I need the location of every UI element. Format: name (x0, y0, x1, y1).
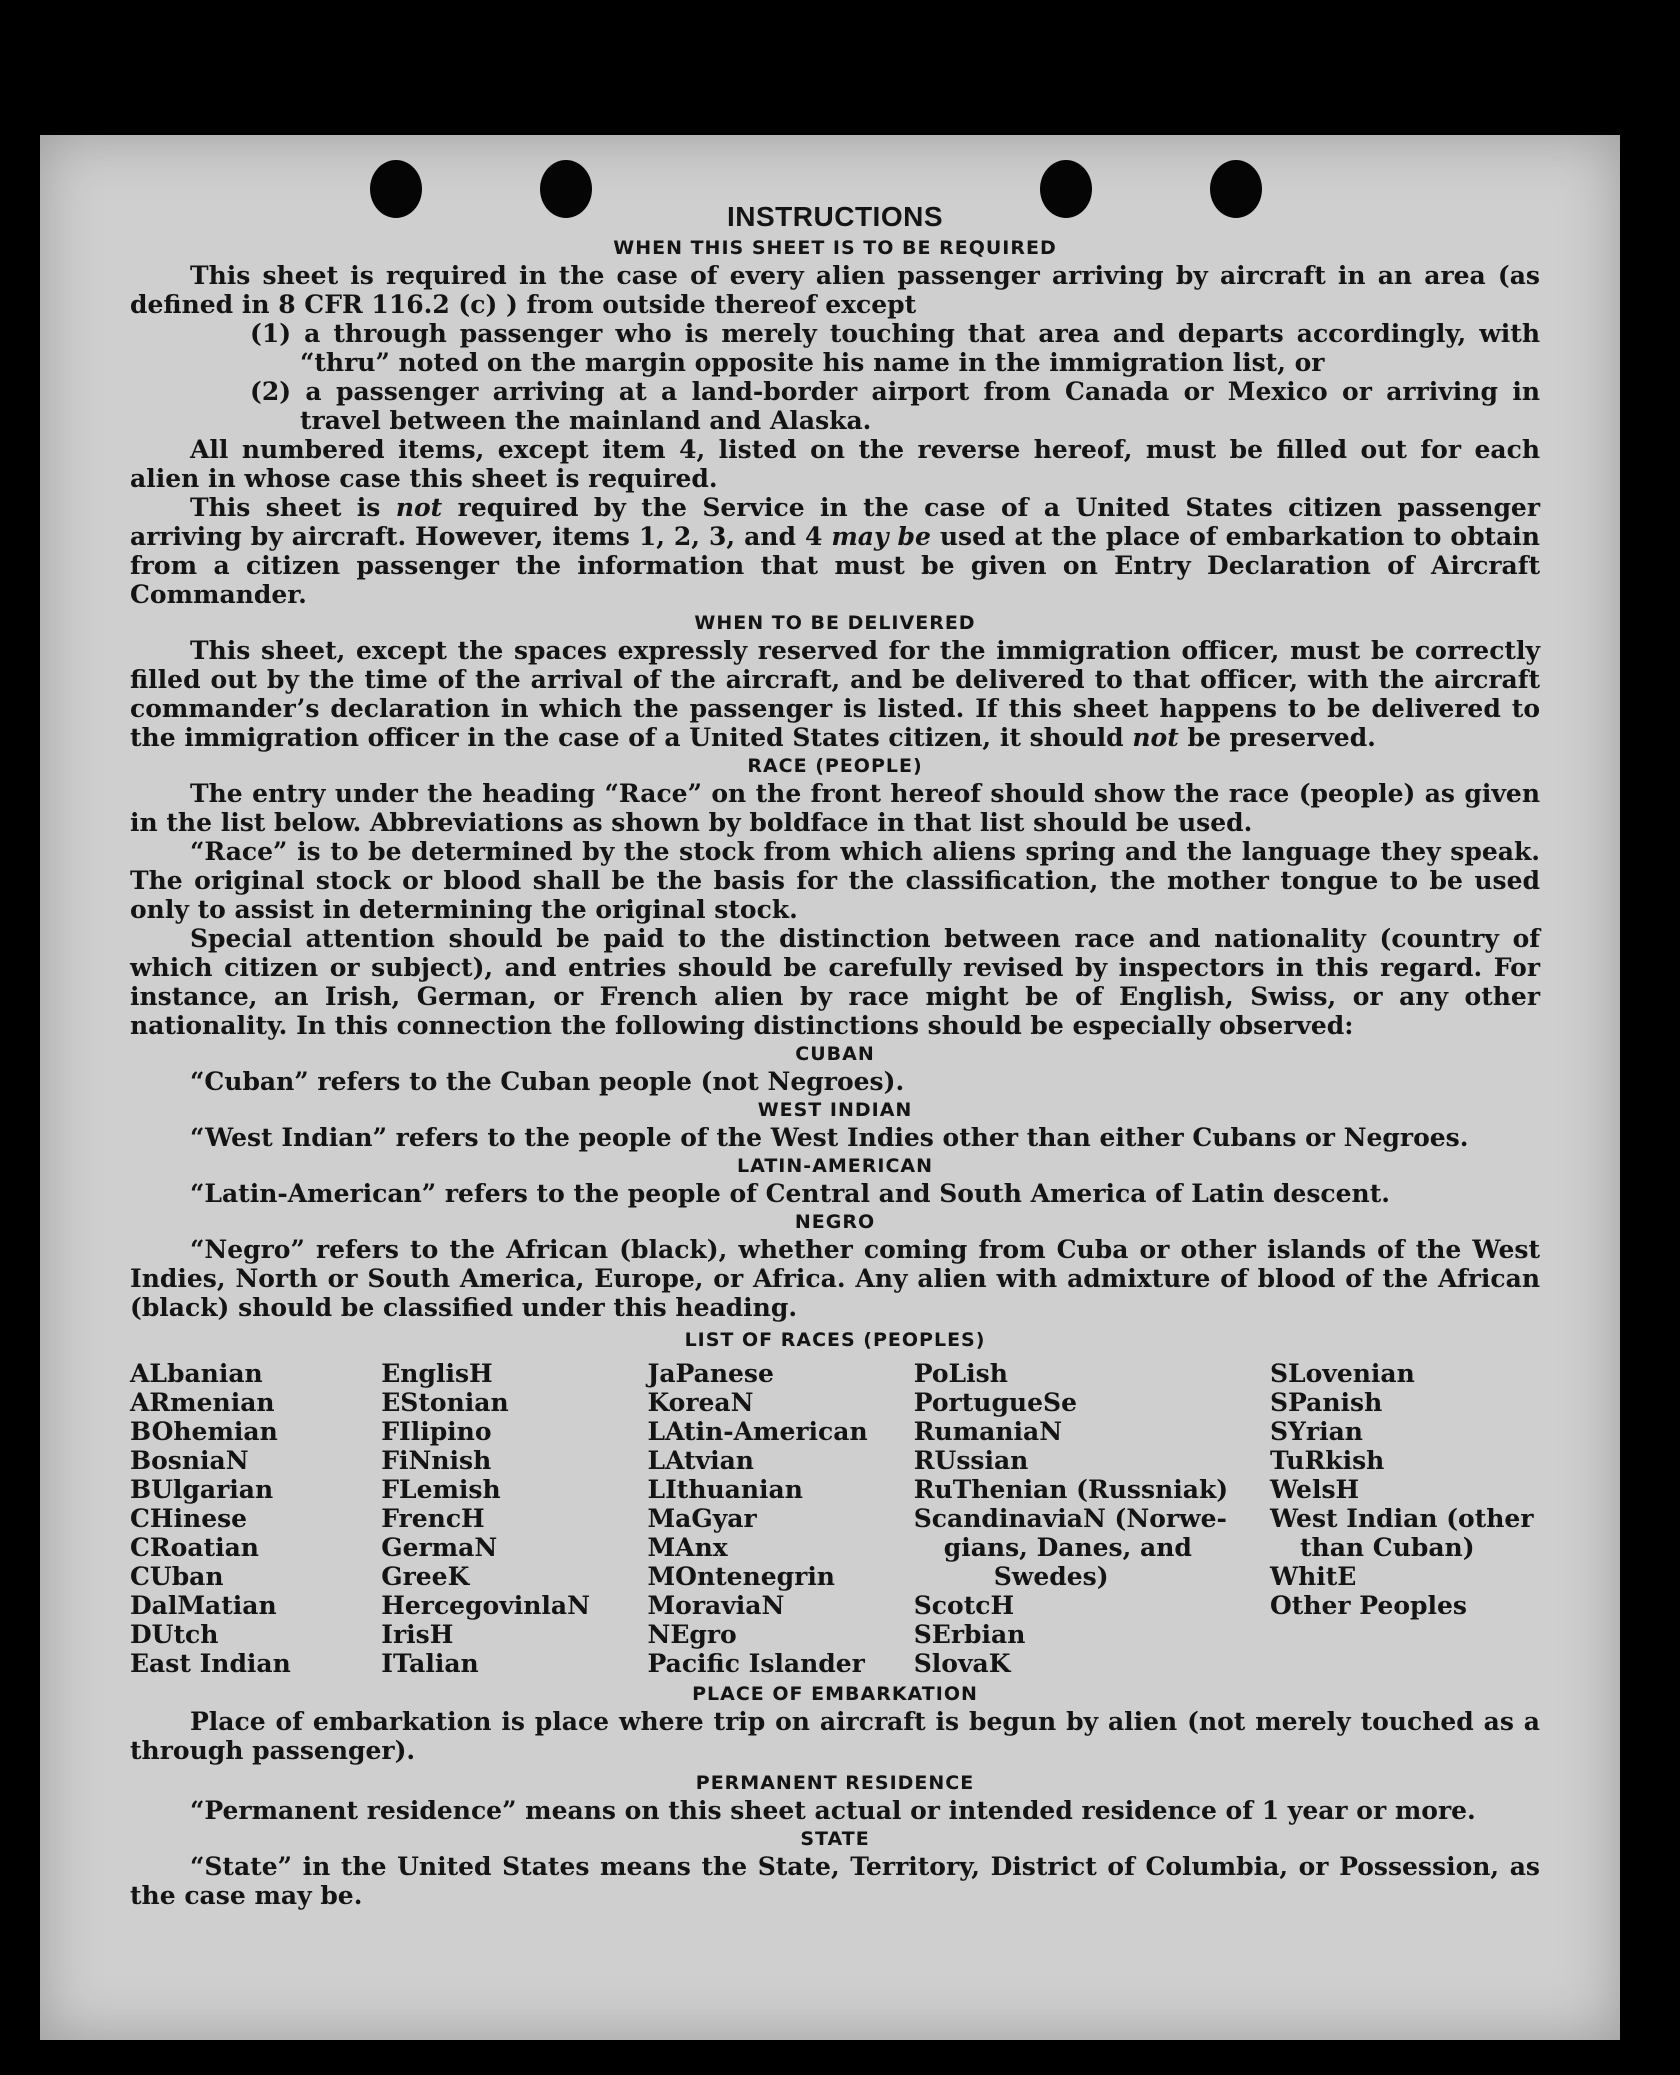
race-item: BUlgarian (130, 1475, 274, 1504)
race-item: CUban (130, 1562, 224, 1591)
race-item: BosniaN (130, 1446, 249, 1475)
heading-when-required: WHEN THIS SHEET IS TO BE REQUIRED (613, 237, 1057, 259)
heading-residence: PERMANENT RESIDENCE (695, 1772, 975, 1794)
paragraph: “Negro” refers to the African (black), whether coming from Cuba or other islands of the West Indies, North or South America, Europe, or Africa. Any alien with admixture of blood of the African (black) should be classified under this heading. (130, 1235, 1540, 1322)
race-item: PoLish (913, 1359, 1008, 1388)
race-item: CRoatian (130, 1533, 259, 1562)
paragraph: All numbered items, except item 4, listed on the reverse hereof, must be filled out for each alien in whose case this sheet is required. (130, 435, 1540, 493)
races-column (914, 1359, 1269, 1678)
race-item: KoreaN (647, 1388, 754, 1417)
race-item: FiNnish (381, 1446, 492, 1475)
page-title: INSTRUCTIONS (727, 201, 943, 232)
list-item: (1) a through passenger who is merely touching that area and departs accordingly, with “thru” noted on the margin opposite his name in the immigration list, or (250, 319, 1540, 377)
document-sheet (40, 135, 1620, 2040)
race-item: EStonian (381, 1388, 509, 1417)
race-item: DUtch (130, 1620, 219, 1649)
paragraph: “Cuban” refers to the Cuban people (not Negroes). (190, 1067, 905, 1096)
paragraph: This sheet, except the spaces expressly reserved for the immigration officer, must be correctly filled out by the time of the arrival of the aircraft, and be delivered to that officer, with the aircraft commander’s declaration in which the passenger is listed. If this sheet happens to be delivered to the immigration officer in the case of a United States citizen, it should not be preserved. (130, 636, 1540, 752)
paragraph: This sheet is required in the case of every alien passenger arriving by aircraft in an area (as defined in 8 CFR 116.2 (c) ) from outside thereof except (130, 261, 1540, 319)
race-item: HercegovinlaN (381, 1591, 590, 1620)
race-item: FrencH (381, 1504, 485, 1533)
races-column (381, 1359, 646, 1678)
race-item: gians, Danes, and (943, 1533, 1192, 1562)
race-item: SErbian (913, 1620, 1026, 1649)
race-item: NEgro (647, 1620, 737, 1649)
race-item: IrisH (381, 1620, 454, 1649)
heading-embarkation: PLACE OF EMBARKATION (692, 1683, 978, 1705)
instructions-content (130, 200, 1540, 1910)
race-item: ALbanian (130, 1359, 263, 1388)
race-item: LAtvian (647, 1446, 754, 1475)
race-item: Pacific Islander (647, 1649, 865, 1678)
race-item: FIlipino (381, 1417, 492, 1446)
paragraph: This sheet is not required by the Service in the case of a United States citizen passenger arriving by aircraft. However, items 1, 2, 3, and 4 may be used at the place of embarkation to obtain from a citizen passenger the information that must be given on Entry Declaration of Aircraft Commander. (130, 493, 1540, 609)
race-item: GreeK (381, 1562, 470, 1591)
race-item: DalMatian (130, 1591, 277, 1620)
paragraph: “West Indian” refers to the people of the West Indies other than either Cubans or Negroes. (190, 1123, 1469, 1152)
heading-when-delivered: WHEN TO BE DELIVERED (694, 612, 976, 634)
race-item: EnglisH (381, 1359, 493, 1388)
paragraph: The entry under the heading “Race” on the front hereof should show the race (people) as given in the list below. Abbreviations as shown by boldface in that list should be used. (130, 779, 1540, 837)
race-item: FLemish (381, 1475, 501, 1504)
race-item: Swedes) (993, 1562, 1109, 1591)
race-item: JaPanese (647, 1359, 774, 1388)
paragraph: Place of embarkation is place where trip on aircraft is begun by alien (not merely touched as a through passenger). (130, 1707, 1540, 1765)
race-item: RumaniaN (913, 1417, 1063, 1446)
race-item: SLovenian (1270, 1359, 1415, 1388)
paragraph: “Race” is to be determined by the stock from which aliens spring and the language they speak. The original stock or blood shall be the basis for the classification, the mother tongue to be used only to assist in determining the original stock. (130, 837, 1540, 924)
race-item: WelsH (1270, 1475, 1360, 1504)
race-item: SlovaK (913, 1649, 1011, 1678)
heading-latin-american: LATIN-AMERICAN (737, 1155, 933, 1177)
race-item: ScandinaviaN (Norwe- (913, 1504, 1227, 1533)
races-column (648, 1359, 913, 1678)
heading-list-of-races: LIST OF RACES (PEOPLES) (684, 1329, 986, 1351)
race-item: MOntenegrin (647, 1562, 835, 1591)
race-item: TuRkish (1270, 1446, 1385, 1475)
race-item: LIthuanian (647, 1475, 803, 1504)
paragraph: “Permanent residence” means on this sheet actual or intended residence of 1 year or more. (190, 1796, 1476, 1825)
race-item: SPanish (1270, 1388, 1383, 1417)
race-item: RUssian (913, 1446, 1029, 1475)
races-column (1270, 1359, 1540, 1678)
heading-race: RACE (PEOPLE) (747, 755, 923, 777)
paragraph: Special attention should be paid to the distinction between race and nationality (country of which citizen or subject), and entries should be carefully revised by inspectors in this regard. For instance, an Irish, German, or French alien by race might be of English, Swiss, or any other nationality. In this connection the following distinctions should be especially observed: (130, 924, 1540, 1040)
race-item: than Cuban) (1300, 1533, 1475, 1562)
heading-west-indian: WEST INDIAN (757, 1099, 913, 1121)
race-item: LAtin-American (647, 1417, 868, 1446)
races-list (130, 1359, 1540, 1678)
races-column (130, 1359, 380, 1678)
heading-state: STATE (800, 1828, 870, 1850)
race-item: ITalian (381, 1649, 479, 1678)
race-item: BOhemian (130, 1417, 278, 1446)
race-item: CHinese (130, 1504, 248, 1533)
race-item: MoraviaN (647, 1591, 785, 1620)
race-item: RuThenian (Russniak) (913, 1475, 1229, 1504)
paragraph: “State” in the United States means the State, Territory, District of Columbia, or Possession, as the case may be. (130, 1852, 1540, 1910)
heading-cuban: CUBAN (795, 1043, 875, 1065)
race-item: GermaN (381, 1533, 498, 1562)
list-item: (2) a passenger arriving at a land-border airport from Canada or Mexico or arriving in travel between the mainland and Alaska. (250, 377, 1540, 435)
race-item: Other Peoples (1270, 1591, 1467, 1620)
race-item: PortugueSe (913, 1388, 1077, 1417)
heading-negro: NEGRO (794, 1211, 876, 1233)
race-item: East Indian (130, 1649, 291, 1678)
race-item: ARmenian (130, 1388, 275, 1417)
race-item: West Indian (other (1270, 1504, 1534, 1533)
race-item: MaGyar (647, 1504, 757, 1533)
race-item: ScotcH (913, 1591, 1015, 1620)
race-item: SYrian (1270, 1417, 1363, 1446)
race-item: WhitE (1270, 1562, 1357, 1591)
race-item: MAnx (647, 1533, 728, 1562)
paragraph: “Latin-American” refers to the people of Central and South America of Latin descent. (190, 1179, 1390, 1208)
